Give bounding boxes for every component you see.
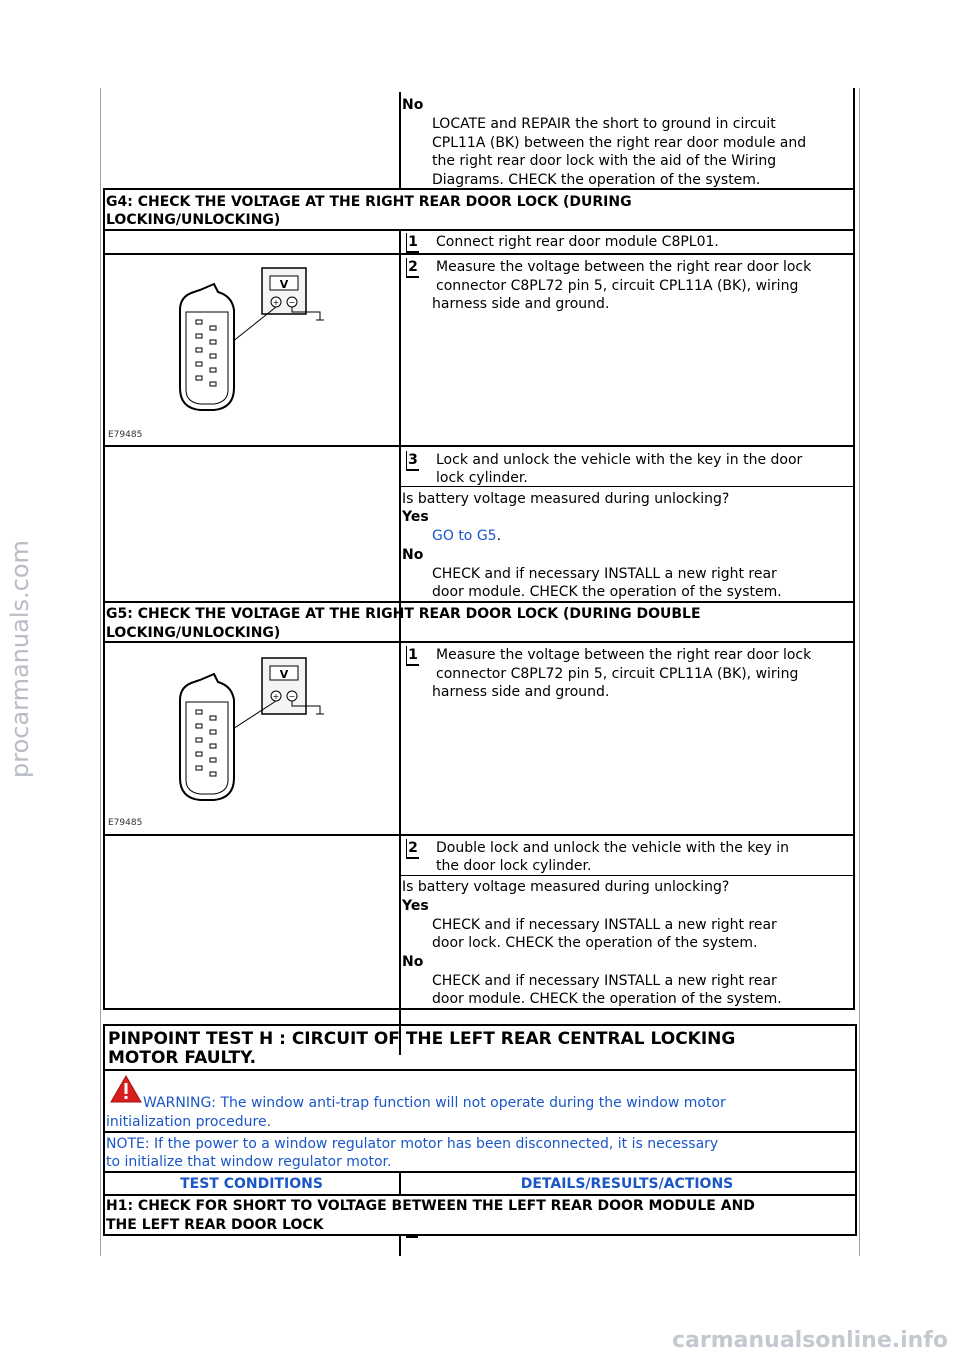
table-right-border [853, 88, 855, 1010]
step-number: 2 [406, 258, 419, 278]
rule [399, 875, 855, 876]
step-number: 1 [406, 233, 419, 253]
page-left-rule [100, 88, 101, 1256]
go-to-g5-link[interactable]: GO to G5 [432, 528, 497, 544]
rule [103, 1194, 855, 1196]
rule [103, 188, 855, 190]
g4-yes-line [432, 527, 501, 545]
g4-connector-diagram [170, 262, 370, 422]
test-h-title-line-1: PINPOINT TEST H : CIRCUIT OF THE LEFT REAR CENTRAL LOCKING [108, 1029, 736, 1049]
rule [103, 641, 855, 643]
rule [103, 1131, 855, 1133]
voltmeter-label: V [279, 668, 289, 681]
g4-step3-line-2: lock cylinder. [436, 470, 528, 486]
no-label-top: No [402, 97, 424, 113]
g4-no-label: No [402, 547, 424, 563]
g5-step2-line-1: Double lock and unlock the vehicle with the key in [436, 840, 790, 856]
rule [103, 601, 855, 603]
g5-figure-label: E79485 [108, 818, 143, 828]
rule [103, 445, 855, 447]
test-h-title-line-2: MOTOR FAULTY. [108, 1048, 257, 1068]
no-text-line-2: CPL11A (BK) between the right rear door module and [432, 135, 807, 151]
g4-step1-text: Connect right rear door module C8PL01. [436, 234, 719, 250]
rule [103, 1008, 855, 1010]
h1-title-line-1: H1: CHECK FOR SHORT TO VOLTAGE BETWEEN THE LEFT REAR DOOR MODULE AND [106, 1198, 755, 1214]
g5-step2-line-2: the door lock cylinder. [436, 858, 592, 874]
rule [103, 1234, 855, 1236]
rule [103, 834, 855, 836]
g4-step2-line-1: Measure the voltage between the right rear door lock [436, 259, 812, 275]
g4-step2-line-3: harness side and ground. [432, 296, 610, 312]
h1-title-line-2: THE LEFT REAR DOOR LOCK [106, 1217, 324, 1233]
voltmeter-box [262, 268, 306, 314]
g4-step3-line-1: Lock and unlock the vehicle with the key in the door [436, 452, 803, 468]
g5-step1-line-1: Measure the voltage between the right rear door lock [436, 647, 812, 663]
no-text-line-4: Diagrams. CHECK the operation of the system. [432, 172, 761, 188]
svg-text:−: − [288, 298, 296, 307]
g5-step1-line-3: harness side and ground. [432, 684, 610, 700]
g5-no-line-2: door module. CHECK the operation of the system. [432, 991, 782, 1007]
g4-step2-line-2: connector C8PL72 pin 5, circuit CPL11A (BK), wiring [436, 278, 799, 294]
rule [103, 229, 855, 231]
g5-yes-line-2: door lock. CHECK the operation of the system. [432, 935, 758, 951]
g4-yes-label: Yes [402, 509, 429, 525]
g4-figure-label: E79485 [108, 430, 143, 440]
g4-title-line-1: G4: CHECK THE VOLTAGE AT THE RIGHT REAR DOOR LOCK (DURING [106, 194, 632, 210]
g5-yes-label: Yes [402, 898, 429, 914]
step-number: 1 [406, 646, 419, 666]
svg-text:+: + [272, 692, 280, 701]
warning-icon [110, 1075, 142, 1103]
g5-question: Is battery voltage measured during unlocking? [402, 879, 730, 895]
period: . [496, 528, 502, 544]
rule [103, 1171, 855, 1173]
svg-text:+: + [272, 298, 280, 307]
g5-step1-line-2: connector C8PL72 pin 5, circuit CPL11A (BK), wiring [436, 666, 799, 682]
watermark-side: procarmanuals.com [6, 540, 34, 778]
g4-no-line-2: door module. CHECK the operation of the system. [432, 584, 782, 600]
table-left-border [103, 188, 105, 1010]
step-number-partial [406, 1236, 418, 1238]
step-number: 3 [406, 451, 419, 471]
g4-title-line-2: LOCKING/UNLOCKING) [106, 212, 281, 228]
no-text-line-1: LOCATE and REPAIR the short to ground in circuit [432, 116, 776, 132]
rule [103, 1069, 855, 1071]
page-right-rule [859, 88, 860, 1256]
g5-title-line-1: G5: CHECK THE VOLTAGE AT THE RIGHT REAR DOOR LOCK (DURING DOUBLE [106, 606, 701, 622]
g5-yes-line-1: CHECK and if necessary INSTALL a new right rear [432, 917, 777, 933]
g5-title-line-2: LOCKING/UNLOCKING) [106, 625, 281, 641]
col-header-test-conditions: TEST CONDITIONS [180, 1176, 323, 1192]
watermark-bottom: carmanualsonline.info [672, 1328, 948, 1353]
note-line-1: NOTE: If the power to a window regulator motor has been disconnected, it is necessary [106, 1136, 719, 1152]
note-line-2: to initialize that window regulator motor. [106, 1154, 392, 1170]
g5-no-label: No [402, 954, 424, 970]
warning-line-2: initialization procedure. [106, 1114, 272, 1130]
step-number: 2 [406, 839, 419, 859]
g5-no-line-1: CHECK and if necessary INSTALL a new right rear [432, 973, 777, 989]
svg-text:−: − [288, 692, 296, 701]
col-header-details: DETAILS/RESULTS/ACTIONS [520, 1176, 734, 1192]
g5-connector-diagram [170, 652, 370, 812]
g4-question: Is battery voltage measured during unlocking? [402, 491, 730, 507]
no-text-line-3: the right rear door lock with the aid of the Wiring [432, 153, 777, 169]
warning-line-1: WARNING: The window anti-trap function will not operate during the window motor [143, 1095, 726, 1111]
g4-no-line-1: CHECK and if necessary INSTALL a new right rear [432, 566, 777, 582]
voltmeter-label: V [279, 278, 289, 291]
rule [399, 486, 855, 487]
rule [103, 253, 855, 255]
column-divider [399, 1234, 401, 1256]
column-divider-top [399, 92, 401, 188]
